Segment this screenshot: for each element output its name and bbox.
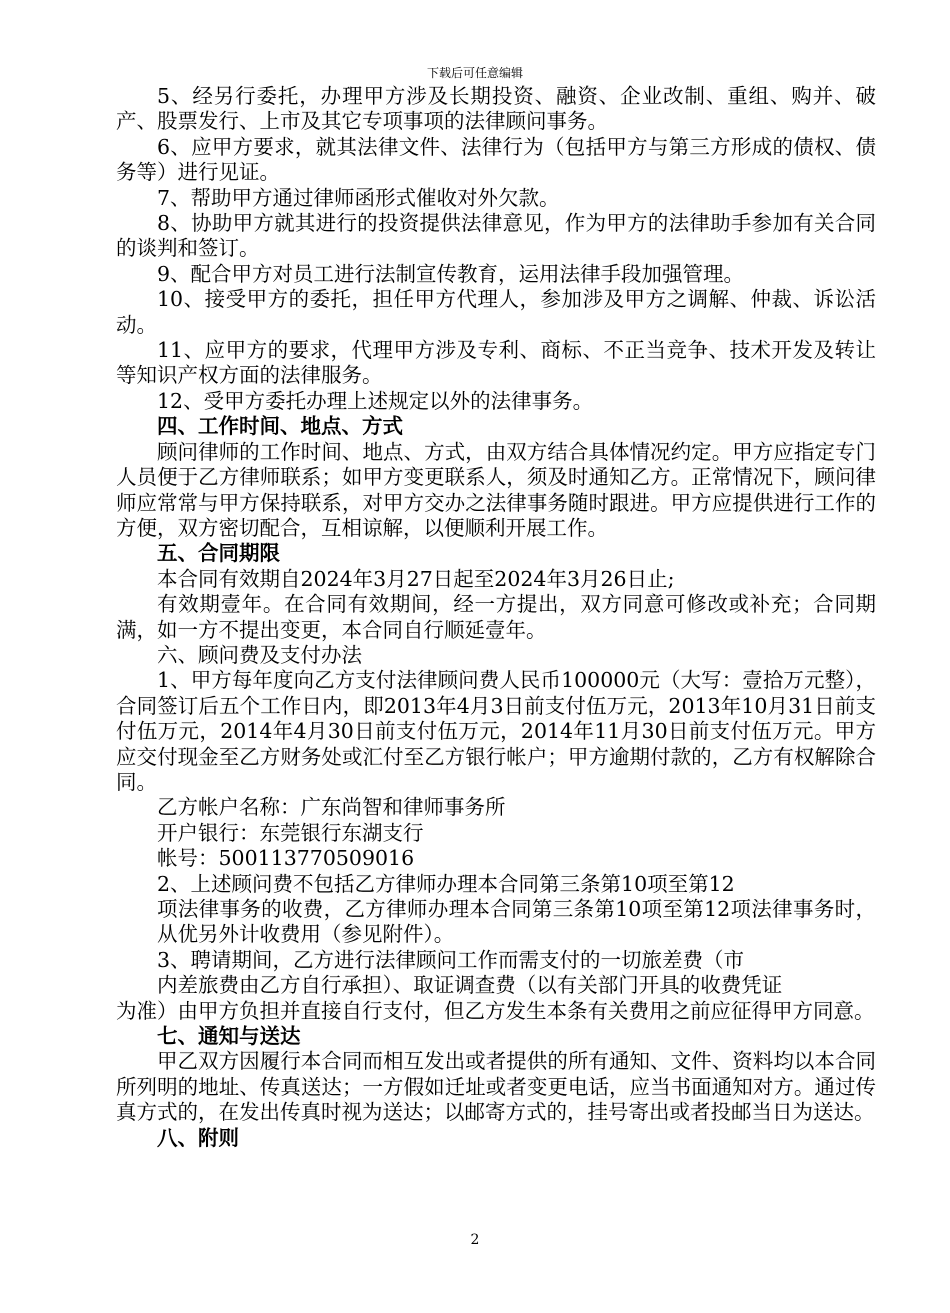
section-heading-6: 六、顾问费及支付办法: [157, 642, 362, 667]
page-number: 2: [470, 1232, 480, 1248]
document-body: [116, 84, 876, 1151]
clause-7: 7、帮助甲方通过律师函形式催收对外欠款。: [157, 185, 560, 210]
clause-6: 6、应甲方要求，就其法律文件、法律行为（包括甲方与第三方形成的债权、债务等）进行见证。: [116, 134, 876, 185]
fee-clause-3-line2: 内差旅费由乙方自行承担）、取证调查费（以有关部门开具的收费凭证: [157, 973, 783, 998]
account-name: 乙方帐户名称：广东尚智和律师事务所: [157, 795, 506, 820]
clause-10: 10、接受甲方的委托，担任甲方代理人，参加涉及甲方之调解、仲裁、诉讼活动。: [116, 287, 876, 337]
fee-clause-2-cont: 项法律事务的收费，乙方律师办理本合同第三条第10项至第12项法律事务时，从优另外计收费用（参见附件）。: [157, 897, 876, 947]
clause-8: 8、协助甲方就其进行的投资提供法律意见，作为甲方的法律助手参加有关合同的谈判和签订。: [116, 211, 876, 261]
section-4-body: 顾问律师的工作时间、地点、方式，由双方结合具体情况约定。甲方应指定专门人员便于乙方律师联系；如甲方变更联系人，须及时通知乙方。正常情况下，顾问律师应常常与甲方保持联系，对甲方交办之法律事务随时跟进。甲方应提供进行工作的方便，双方密切配合，互相谅解，以便顺利开展工作。: [116, 439, 876, 540]
fee-clause-2-line1: 2、上述顾问费不包括乙方律师办理本合同第三条第10项至第12: [157, 871, 735, 896]
section-heading-8: 八、附则: [157, 1125, 239, 1150]
section-heading-5: 五、合同期限: [157, 541, 280, 566]
clause-9: 9、配合甲方对员工进行法制宣传教育，运用法律手段加强管理。: [157, 261, 745, 286]
account-number: 帐号：500113770509016: [157, 846, 415, 871]
contract-term-body: 有效期壹年。在合同有效期间，经一方提出，双方同意可修改或补充；合同期满，如一方不提出变更，本合同自行顺延壹年。: [116, 592, 876, 642]
fee-clause-3-line1: 3、聘请期间，乙方进行法律顾问工作而需支付的一切旅差费（市: [157, 947, 745, 972]
page-header: 下载后可任意编辑: [426, 66, 523, 80]
section-7-body: 甲乙双方因履行本合同而相互发出或者提供的所有通知、文件、资料均以本合同所列明的地址、传真送达；一方假如迁址或者变更电话，应当书面通知对方。通过传真方式的，在发出传真时视为送达；以邮寄方式的，挂号寄出或者投邮当日为送达。: [116, 1049, 876, 1125]
clause-11: 11、应甲方的要求，代理甲方涉及专利、商标、不正当竞争、技术开发及转让等知识产权方面的法律服务。: [116, 338, 876, 388]
fee-clause-3-cont: 为准）由甲方负担并直接自行支付，但乙方发生本条有关费用之前应征得甲方同意。: [116, 998, 875, 1023]
contract-term-dates: 本合同有效期自2024年3月27日起至2024年3月26日止;: [157, 566, 675, 591]
clause-12: 12、受甲方委托办理上述规定以外的法律事务。: [157, 388, 594, 413]
section-heading-4: 四、工作时间、地点、方式: [157, 414, 403, 439]
fee-clause-1: 1、甲方每年度向乙方支付法律顾问费人民币100000元（大写：壹拾万元整），合同签订后五个工作日内，即2013年4月3日前支付伍万元，2013年10月31日前支付伍万元，2014年4月30日前支付伍万元，2014年11月30日前支付伍万元。甲方应交付现金至乙方财务处或汇付至乙方银行帐户；甲方逾期付款的，乙方有权解除合同。: [116, 668, 876, 794]
section-heading-7: 七、通知与送达: [157, 1024, 301, 1049]
clause-5: 5、经另行委托，办理甲方涉及长期投资、融资、企业改制、重组、购并、破产、股票发行、上市及其它专项事项的法律顾问事务。: [116, 84, 876, 134]
bank-name: 开户银行：东莞银行东湖支行: [157, 820, 424, 845]
